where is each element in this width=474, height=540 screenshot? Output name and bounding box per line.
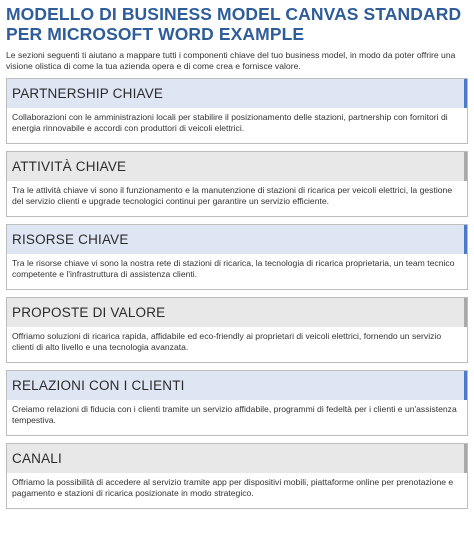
section-title: PROPOSTE DI VALORE (12, 305, 166, 320)
section-body[interactable]: Offriamo la possibilità di accedere al servizio tramite app per dispositivi mobili, piattaforme online per prenotazione e pagamento e stazioni di ricarica posizionate in modo strategico. (7, 473, 467, 508)
section-header (7, 371, 467, 400)
section-title: RELAZIONI CON I CLIENTI (12, 378, 185, 393)
section-header (7, 152, 467, 181)
section-header (7, 79, 467, 108)
section-body[interactable]: Offriamo soluzioni di ricarica rapida, affidabile ed eco-friendly ai proprietari di veicoli elettrici, fornendo un servizio clienti di alto livello e una tecnologia avanzata. (7, 327, 467, 362)
section-relazioni-con-i-clienti (6, 370, 468, 436)
section-risorse-chiave (6, 224, 468, 290)
document-title (6, 4, 468, 44)
section-body[interactable]: Tra le risorse chiave vi sono la nostra rete di stazioni di ricarica, la tecnologia di ricarica proprietaria, un team tecnico competente e l'infrastruttura di assistenza clienti. (7, 254, 467, 289)
section-attivita-chiave (6, 151, 468, 217)
section-title: ATTIVITÀ CHIAVE (12, 159, 127, 174)
section-body[interactable]: Collaborazioni con le amministrazioni locali per stabilire il posizionamento delle stazioni, partnership con fornitori di energia rinnovabile e accordi con produttori di veicoli elettrici. (7, 108, 467, 143)
section-body[interactable]: Tra le attività chiave vi sono il funzionamento e la manutenzione di stazioni di ricarica per veicoli elettrici, la gestione del servizio clienti e upgrade tecnologici continui per garantire un servizio efficiente. (7, 181, 467, 216)
section-title: PARTNERSHIP CHIAVE (12, 86, 164, 101)
section-header (7, 444, 467, 473)
section-title: RISORSE CHIAVE (12, 232, 129, 247)
section-proposte-di-valore (6, 297, 468, 363)
intro-paragraph: Le sezioni seguenti ti aiutano a mappare tutti i componenti chiave del tuo business model, in modo da poter offrire una visione olistica di come la tua azienda opera e di come crea e fornisce valore. (6, 50, 456, 71)
section-title: CANALI (12, 451, 62, 466)
document-title-line-2: PER MICROSOFT WORD EXAMPLE (6, 24, 305, 44)
section-body[interactable]: Creiamo relazioni di fiducia con i clienti tramite un servizio affidabile, programmi di fedeltà per i clienti e un'assistenza tempestiva. (7, 400, 467, 435)
document-title-line-1: MODELLO DI BUSINESS MODEL CANVAS STANDARD (6, 4, 462, 24)
section-header (7, 298, 467, 327)
document-page (6, 4, 468, 516)
section-canali (6, 443, 468, 509)
section-header (7, 225, 467, 254)
section-partnership-chiave (6, 78, 468, 144)
